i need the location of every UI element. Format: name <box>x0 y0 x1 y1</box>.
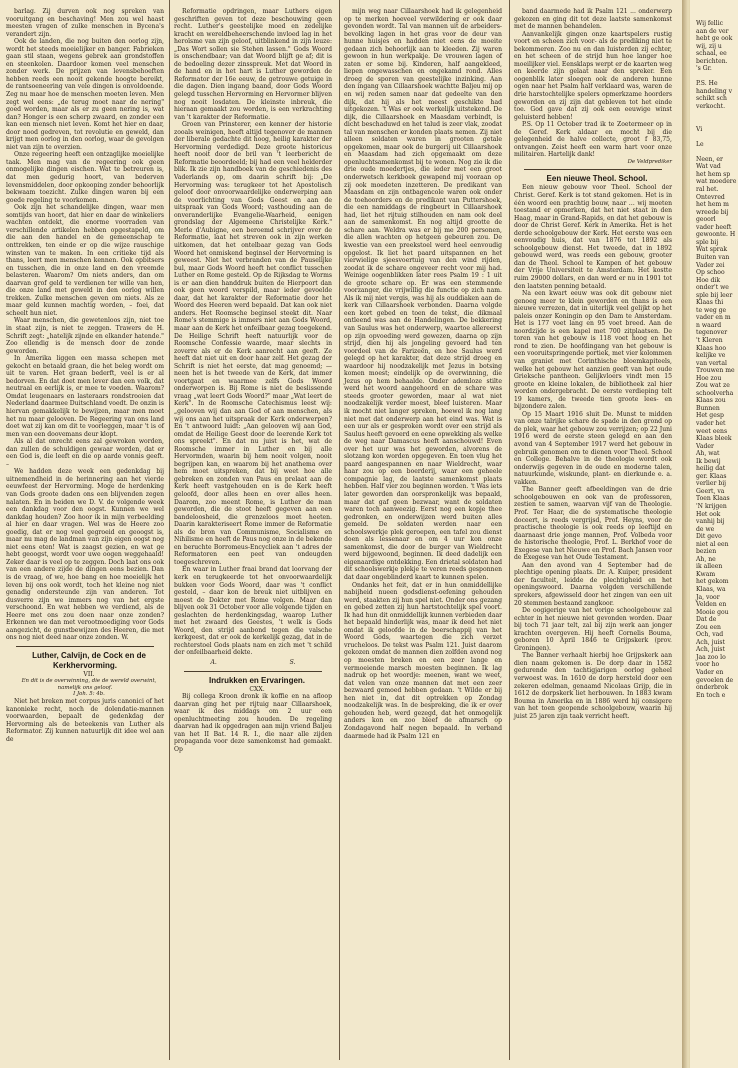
fragment-line: Velden en <box>696 601 727 609</box>
fragment-line <box>696 73 738 81</box>
fragment-line: weet eens <box>696 427 728 435</box>
column-3 <box>344 8 502 740</box>
paragraph: Aanvankelijk gingen onze kaartspelers rustig voort en scheen zich voor- als de prediking niet te bekommeren. Zoo nu en dan luisterden zij echter, en het scheen of de strijd hun hoe langer hoe moeilijker viel. Eensklaps werpt er de kaarten weg en keerde zijn gelaat naar den spreker. Een oogenblik later sloegen ook de anderen hunne ogen naar het Psalm half verklaard was, waren de drie harstochtelijke spelers opmerkzame hoorders geworden en zij zijn dat gebleven tot het einde toe. God gave dat zij ook een eeuwige winst geluisterd hebben! <box>514 30 672 121</box>
paragraph: Onze regeering heeft een ontzaglijke moeielijke taak. Men mag van de regeering ook geen onmogelijke dingen eischen. Wat te betreuren is, dat men gedurig hoort, van bederven levensmiddelen, door opkooping zonder behoorlijk bekwaam toezicht. Zulke dingen waren bij een goede regeling te voorkomen. <box>6 151 164 204</box>
fragment-line: sple bij leer <box>696 291 733 299</box>
fragment-line: het gekom <box>696 578 729 586</box>
fragment-line: Vader <box>696 442 714 450</box>
paragraph: Bij collega Kroon dronk ik koffie en na afloop daarvan ging het per rijtuig naar Cillaarshoek, waar ik des middags om 2 uur een openluchtmeeting zou houden. De regeling daarvan had ik opgedragen aan mijn vriend Baljeu van het II Bat. 14 R. I., die naar alle zijden propaganda voor deze samenkomst had gemaakt. Op <box>174 693 332 753</box>
column-divider <box>339 0 340 1060</box>
paragraph: band daarmede had ik Psalm 121 ... onderwerp gekozen en ging dit tot deze laatste samenkomst met de mannen behandelen. <box>514 8 672 31</box>
divider <box>184 671 322 672</box>
column-2 <box>174 8 332 754</box>
fragment-line: Wat sprak <box>696 246 728 254</box>
paragraph: mijn weg naar Cillaarshoek had ik gelegenheid op te merken hoeveel verwildering er ook daar gevonden wordt. Tal van mannen uit de arbeiders-bevolking lagen in het gras voor de deur van hunne huisjes en hadden niet eens de moeite gedaan zich behoorlijk aan te kleeden. Zij waren gewoon in hun werkpakje. De vrouwen lagen of zaten er some bij. Kinderen, half aangekleed, liepen ongewasschen en ongekamd rond. Alles droeg de sporen van geestelijke inzinking. Aan den ingang van Cillaarshoek wachtte Baljeu mij op en wij reden samen naar dat gedeelte van den dijk, dat hij als het meest geschikte had uitgekozen. 't Was er ook werkelijk uitstekend. De dijk, die Cillaarshoek en Maasdam verbindt, is dicht beschaduwd en het talud is zeer vlak, zoodat tal van menschen er konden plaats nemen. Zij niet alleen soldaten waren in grooten getale opgekomen, maar ook de burgerij uit Cillaarshoek en Maasdam had zich opgemaakt om deze openluchtsamenkomst bij te wonen. Nog zie ik die drie oude moedertjes, die ieder met een groot onderwetsch kerkboek gewapend mij vooraan op zij ook moedeten inzetteren. De predikant van Maasdam en zijn ontbagencole waren ook onder de toehoorders en de predikant van Puttershoek, die een namiddags de ringbeurt in Cillaarshoek had, liet het rijtuig stilhouden en nam ook deel aan de samenkomst. En nog altijd grootte de schare aan. Weldra was er bij me 200 personen, die allen wachten op hetgeen gebeuren zou. De kwestie van een preekstoel werd heel eenvoudig opgelost. Ik liet het paard uitspannen en het vierwielige sjeesvoertuig van den wind rijden, zoodat ik de schare ongeveer recht voor mij had. Weinige oogenblikken later rees Psalm 19 : 1 uit de groote schare op. Er was een stemmende voorzanger, die vrijwillig die functie op zich nam. Als ik mij niet vergis, was hij als ouddiaken aan de kerk van Cillaarshoek verbonden. Daarna volgde een kort gebed en toen de tekst, die dikmaal ontleend was aan de Handelingen. De bekkering van Saulus was het onderwerp, waartoe allereerst op zijn opvoeding werd gewezen, daarna op zijn strijd, dien hij als jongeling gevoerd had ten voordeel van de Farizeën, en hoe Saulus werd gelegd op het karakter, dat deze strijd droeg en waardoor hij noodzakelijk met Jezus in botsing komen moest; eindelijk op de overwinning, die Jezus op hem behaalde. Onder ademloze stilte werd het woord aangehoord en de schare was steeds grooter geworden, maar al wat niet noodzakelijk verder moest, bleef luisteren. Maar ik mocht niet langer spreken, hoewel ik nog lang niet met dat onderwerp aan het eind was. Wat is een uur als er gesproken wordt over een strijd als Saulus heeft gevoerd en eene opwekking als welke de weg naar Damascus heeft aanschouwd! Even over het uur was het geworden, alvorens de slotzang kon worden opgegeven. En toen vlug het paard aangespannen en naar Wieldrecht, waar haar zou op een boerderij, waar een geheele compagnie lag, de laatste samenkomst plaats hebben. Half vier zou beginnen worden. 't Was iets later geworden dan oorspronkelijk was bepaald, maar dat gaf geen bezwaar, want de soldaten waren toch aanweezig. Eerst nog een kopje thee gedronken, en onderwijzen werd buiten alles gemeld. De soldaten werden naar een schoolswerkje plek geroepen, een tafel zou dienst doen als lessenaar en om 4 uur kon onze samenkomst, die door de burger van Wieldrecht werd bijgewoond, beginnen. Ik deed dadelijk een eigenaardige ontdekking. Een drietal soldaten had dit schoolswerkje plekje te veren reeds gesponnen dat daar ongeblinderd kaart te kunnen spelen. <box>344 8 502 582</box>
fragment-line: gewoonte. H <box>696 231 736 239</box>
fragment-line: kelijke ve <box>696 352 726 360</box>
paragraph: Niet het breken met corpus juris canonici of het kanonieke recht, noch de dolendatie-mannen voorwaarden, bepaalt de gedenkdag der Hervorming als de beteekenis van Luther als Reformator. Zij kunnen natuurlijk dit idee wel aan de <box>6 697 164 743</box>
fragment-line: sple bij <box>696 238 719 246</box>
fragment-line: bezien <box>696 548 717 556</box>
epigraph-reference: I Joh. 5: 4b. <box>73 691 105 698</box>
fragment-line: Buiten van <box>696 253 730 261</box>
fragment-line: Toen Klaas <box>696 495 730 503</box>
fragment-line: hebt ge ook <box>696 35 733 43</box>
fragment-line: wat moedere <box>696 178 737 186</box>
column-divider <box>509 0 510 1060</box>
fragment-line: schaal, ee <box>696 50 727 58</box>
fragment-line: Op schoo <box>696 269 725 277</box>
fragment-line: vader en m <box>696 314 731 322</box>
fragment-line: Ik bewij <box>696 457 721 465</box>
fragment-line: ral het. <box>696 186 719 194</box>
fragment-line: Kwam <box>696 570 716 578</box>
column-1 <box>6 8 164 743</box>
paragraph: Ook de landen, die nog buiten den oorlog zijn, wordt het steeds moeielijker en banger. Fabrieken gaan stil staan, wegens gebrek aan grondstoffen en steenkolen. Daardoor komen veel menschen zonder werk. De prijzen van levensbehoeften hebben reeds een nooit gekende hoogte bereikt, de rantsoeneering van vele dingen is onvoldoende. Zeg nu maar hoe de menschen moeten leven. Men zegt wel eens: „de terug moet naar de nering" goed worden, maar als er zu geen nering is, wat dan? Honger is een scherp zwaard, en zonder een kan een mensch niet leven. Komt het hier en daar, door nood gedreven, tot revolutie en geweld, dan krijgt men oorlog in den oorlog, waar de gevolgen niet van zijn te overzien. <box>6 38 164 151</box>
article-title: Luther, Calvijn, de Cock en de Kerkhervorming. <box>32 650 146 670</box>
fragment-line <box>696 148 738 156</box>
paragraph: Reformatie opdringen, maar Luthers eigen geschriften geven tot deze beschouwing geen recht. Luther's geestelijke moed en zedelijke kracht en wereldbeheerschende invloed lag in het heroïsme van zijn geloof, uitblinkend in zijn leuze: „Das Wort sollen sie Stehen lassen." Gods Woord is onschendbaar; van dat Woord blijft ge af; dit is de bedoeling dezer zinsspreuk. Met dat Woord in de hand en in het hart is Luther geworden de Reformator der 16e eeuw, de getrouwe getuige in die dagen. Dien ingang baand, door Gods Woord gelegd tusschen Hervorming en Hervormer blijven nog nooit losdaten. De kleinste inbreuk, die hieraan gemaakt zou worden, is een verkrachting van 't karakter der Reformatie. <box>174 8 332 121</box>
fragment-line: Het gesp <box>696 412 724 420</box>
fragment-line: Bunnen <box>696 404 720 412</box>
article-title: Indrukken en Ervaringen. <box>208 675 306 685</box>
fragment-line: Ach, juist <box>696 638 725 646</box>
divider <box>524 169 662 170</box>
fragment-line <box>696 133 738 141</box>
next-page-fragment <box>690 0 738 1068</box>
fragment-line: Het ook <box>696 510 721 518</box>
fragment-line: voor ho <box>696 661 720 669</box>
fragment-line: het hem sp <box>696 170 731 178</box>
paragraph: The Banner verhaalt hierbij hoe Grijpskerk aan dien naam gekomen is. De dorp daar in 1582 gedurende den tachtigjarigen oorlog geheel verwoest was. In 1610 de dorp hersteld door een zekeren edelman, genaamd Nicolaas Grijp, die in 1612 de dorpskerk liet herbouwen. In 1883 kwam Bouma in Amerika en in 1886 werd hij consigere van het toen geopende schoolgebouw, waarin hij juist 25 jaren zijn taak verricht heeft. <box>514 652 672 720</box>
fragment-line: ik alleen <box>696 563 723 571</box>
fragment-line: 't Kleren <box>696 336 723 344</box>
paragraph: Waar menschen, die gewetenloos zijn, niet toe in staat zijn, is niet te zeggen. Trawers de H. Schrift zegt: „hatelijk zijnde en elkander hatende." Zoo ellendig is de mensch door de zonde geworden. <box>6 317 164 355</box>
fragment-line: ger. Klaas <box>696 472 727 480</box>
fragment-line <box>696 118 738 126</box>
fragment-line: Vader en <box>696 669 724 677</box>
fragment-line: vader heeft <box>696 223 732 231</box>
fragment-line: n waard <box>696 321 722 329</box>
fragment-line: onder't we <box>696 284 729 292</box>
fragment-line: Klaas, wa <box>696 586 726 594</box>
fragment-line: tegenover <box>696 329 728 337</box>
fragment-line: heilig dat <box>696 465 726 473</box>
fragment-line: geoorl <box>696 216 716 224</box>
signature: De Veldprediker <box>627 158 672 165</box>
fragment-line: Ah, wat <box>696 450 720 458</box>
paragraph: Aan den avond van 4 September had de plechtige opening plaats. Dr. A. Kuiper, president der faculteit, leidde de plechtigheid en het openingswoord. Daarna volgden verschillende sprekers, afgewisseld door het zingen van een uit 20 stemmen bestaand zangkoor. <box>514 561 672 607</box>
article-number: CXX. <box>249 685 265 693</box>
fragment-line: Ach, juist <box>696 646 725 654</box>
column-divider <box>169 0 170 1060</box>
next-page-column-fragment <box>696 20 738 699</box>
fragment-line: Trouwen me <box>696 367 735 375</box>
fragment-line: Jaa zoo lo <box>696 653 726 661</box>
fragment-line: van vertal <box>696 359 727 367</box>
fragment-line: Klaas bleek <box>696 435 732 443</box>
paragraph: Een nieuw gebouw voor Theol. School der Christ. Geref. Kerk is tot stand gekomen. Het is in één woord een prachtig bouw, naar … wij moeten toestand er opmerken, dat het niet staat in den Haag, maar in Grand-Rapids, en dat het gebouw is door de Christ Geref. Kerk in Amerika. Het is het derde schoolgebouw der Kerk. Het eerste was een eenvoudig huis, dat van 1876 tot 1892 als schoolgebouw dienst. Het tweede, dat in 1892 gebouwd werd, was reeds een gebouw, grooter dan de Theol. School te Kampen of het gebouw der Vrije Universiteit te Amsterdam. Het kostte ruim 29000 dollars, en dan werd er nu in 1901 tot den laatsten penning betaald. <box>514 184 672 290</box>
signature <box>174 659 332 667</box>
fragment-line: Klaas thi <box>696 299 724 307</box>
fragment-line: Mooie gou <box>696 608 729 616</box>
fragment-line: Ja, voor <box>696 593 720 601</box>
fragment-line: Vader zei <box>696 261 725 269</box>
fragment-line: Dat de <box>696 616 717 624</box>
fragment-line: 'N krijgen <box>696 503 727 510</box>
signature-right: S. <box>289 659 296 667</box>
paragraph: En waar in Luther fraai brand dat loorvang der kerk en terugkeerde tot het onvoorwaardelijk bukken voor Gods Woord, daar was 't conflict gesteld, – daar kon de breuk niet uitblijven en moest de Dokter met Rome volgen. Maar dan blijven ook 31 October voor alle volgende tijden en geslachten de herdenkingsdag, waarop Luther met het zwaard des Geestes, 't welk is Gods Woord, den strijd aanbond tegen die valsche kerkgeest, dat er ook de kerkelijk gezag, dat in de rechterstoel Gods plaats nam en zich met 't schild der onfeilbaarheid dekte. <box>174 566 332 657</box>
article-title: Een nieuwe Theol. School. <box>546 174 648 184</box>
divider <box>16 646 154 647</box>
fragment-line: Klaas zou <box>696 397 726 405</box>
fragment-line: niet al een <box>696 540 729 548</box>
paragraph: barlag. Zij durven ook nog spreken van vooruitgang en beschaving! Men zou wel haast meesten vragen of zulke menschen in Bycena's verandert zijn. <box>6 8 164 38</box>
fragment-line: de we <box>696 525 715 533</box>
paragraph: Ondanks het feit, dat er in hun onmiddellijke nabijheid nueen godsdienst-oefening gehouden werd, staakten zij hun spel niet. Onder ons gezang en gebed zetten zij hun hartstochtelijk spel voort. Ik had hun dit onmiddellijk kunnen verbieden daar het bepaald hinderlijk was, maar ik deed het niet omdat ik geloofde in de boerschappij van het Woord Gods, waartegen die zich verzet vrucheloos. De tekst was Psalm 121. Juist daarom gekozen omdat de mannen dien zolfden avond nog op moesten breken en een zeer lange en vermoeiende marsch moesten beginnen. Ik lag nadruk op het woordje: meenen, want we weet, dat velen van onze mannen dat met een zeer bezwaard gemoed hebben gedaan. 't Wilde er bij hen niet in, dat dit optrekken op Zondag noodzakelijk was. In de bespreking, die ik er over gehouden heb, werd gezegd, dat het onmogelijk anders kon en zoo bleef de afmarsch op Zondagavond half negen bepaald. In verband daarmede had ik Psalm 121 en <box>344 581 502 740</box>
fragment-line: Zou wat ze <box>696 382 730 390</box>
paragraph: De oogigerige van het vorige schoolgebouw zal echter in het nieuwe niet gevonden worden. Daar bij toch 71 jaar telt, zal bij zijn werk aan jonger krachten overgeven. Hij heeft Cornelis Bouma, geboren 10 April 1846 te Grijpskerk (prov. Groningen). <box>514 607 672 652</box>
paragraph: P.S. Op 11 October trad ik te Zoetermeer op in de Geref. Kerk aldaar en mocht bij die gelegenheid de halve collecte, groot f 83,75, ontvangen. Zeist heeft een warm hart voor onze militairen. Hartelijk dank! <box>514 121 672 159</box>
fragment-line: wreede bij <box>696 208 729 216</box>
fragment-line: 's Gr. <box>696 65 712 73</box>
fragment-line: Wat vad <box>696 163 721 171</box>
column-4 <box>514 8 672 720</box>
fragment-line: schoolverha <box>696 389 734 397</box>
epigraph: En dit is de overwinning, die de wereld overwint, namelijk ons geloof. <box>21 678 157 691</box>
fragment-line: Klaas hoo <box>696 344 727 352</box>
fragment-line <box>696 111 738 119</box>
fragment-line: wij, zij u <box>696 42 722 50</box>
fragment-line: Wij fellic <box>696 20 724 27</box>
fragment-line: Neen, er <box>696 155 723 163</box>
fragment-line: schikt sch <box>696 95 727 103</box>
fragment-line: Ontevred <box>696 193 725 201</box>
fragment-line: Zou een <box>696 623 721 631</box>
fragment-line: het hem m <box>696 201 729 209</box>
paragraph: Als al dat onrecht eens zal gewroken worden, dan zullen de schuldigen gewaar worden, dat er een God is, die leeft en die op aarde vonnis geeft. – <box>6 438 164 468</box>
fragment-line: aan de ver <box>696 27 729 35</box>
fragment-line: Le <box>696 140 704 148</box>
paragraph: The Banner geeft afbeeldingen van de drie schoolgebouwen en ook van de professoren, zestien te samen, waarvan vijf van de Theologie. Prof. Ter Haar, die de systematische theologie doceert, is reeds vergrijsd, Prof. Heyns, voor de practische theologie is ook reeds op leeftijd en daarnaast drie jonge mannen, Prof. Volbeda voor de historische theologie, Prof. L. Berkhof voor de Exegese van het Nieuwe en Prof. Bach Jansen voor de Exegese van het Oude Testament. <box>514 486 672 562</box>
fragment-line: gevoelen de <box>696 676 734 684</box>
fragment-line: vanhij bij <box>696 518 725 526</box>
fragment-line: vader het <box>696 419 726 427</box>
signature-left: A. <box>210 659 217 667</box>
paragraph: Op 15 Maart 1916 sluit De. Munst te midden van onze talrijke schare de spade in den grond op de plek, waar het gebouw zou verrijzen; op 22 Juni 1916 werd de eerste steen gelegd en aan den avond van 4 September 1917 werd het gebouw in gebruik genomen om te dienen voor Theol. School en College. Behalve in de theologie wordt ook onderwijs gegeven in de oude en moderne talen, natuurkunde, wiskunde, plant- en dierkunde e. a. vakken. <box>514 410 672 486</box>
paragraph: In Amerika liggen een massa schepen met gekocht en betaald graan, die het beleg wordt om uit te varen. Het graan bederft, veel is er al bedorven. En dat doet men lever dan een volk, dat neutraal en eerlijk is, er mee te voeden. Waarom? Omdat leugenaars en lasteraars rondstrooien dat Nederland daarmee Duitschland voedt. De onzin is hiervan gemakkelijk te bewijzen, maar men moet het nu maar gelooven. De Regeering van ons land doet wat zij kan om dit te voorleggen, maar 't is of men van een doovemans deur klopt. <box>6 355 164 438</box>
fragment-line: te weg ge <box>696 306 727 314</box>
fragment-line: Geert, va <box>696 487 725 495</box>
paragraph: Groen van Prinsterer, een kenner der historie zooals weinigen, heeft altijd tegenover de mannen der liberale gedachte dit hoog, heilig karakter der Hervorming verdedigd. Deze groote historicus heeft nooit door de bril van 't leerbericht de Reformatie beoordeeld; bij had een veel helderder blik. Ik zie zijn handboek van de geschiedenis des Vaderlands op, om daarin schrift bij: „De Hervorming was: terugkeer tot het Apostolisch geloof door onvoorwaardelijke onderwerping aan de voorlichting van Gods Geest en aan de uitspraak van Gods Woord; vasthouding aan de onveranderlijke Evangelie-Waarheid, eenigen grondslag der Algemeene Christelijke Kerk." Merle d'Aubigne, een beroemd schrijver over de Reformatie, laat het streven ook in zijn werken uitkomen, dat het ontelbaar gezag van Gods Woord het onmiskend beginsel der Hervorming is geweest. Niet het verbranden van de Pauselijke bul, maar Gods Woord heeft het conflict tusschen Luther en Rome gesteld. Op de Rijksdag te Worms is er aan dien handdruk buiten de Hierpoort dan ook geen woord verspild, maar ieder gevoelde daar, dat het karakter der Reformatie door het Woord des Heeren werd bepaald. Dat kan ook niet anders. Het Roomsche beginsel steekt dit. Naar Rome's stemmige is immers niet aan Gods Woord, maar aan de Kerk het onfeilbaar gezag toegekend. De Heilige Schrift heeft natuurlijk voor de Roomsche Confessie waarde, maar slechts in zoverre als er de Kerk aanrecht aan geeft. Ze heeft dat niet uit en door haar zelf. Het gezag der Schrift is niet het eerste, dat mag genoemd; — neen het is het tweede van de Kerk, dat immer voortgaat en waarmee zelfs Gods Woord onderworpen is. Bij Rome is niet de beslissende vraag „wat leert Gods Woord?" maar „Wat leert de Kerk". In de Roomsche Catechismus leest wij: „gelooven wij dan aan God of aan menschen, als wij ons aan het uitspraak der Kerk onderwerpen? En 't antwoord luidt: „Aan gelooven wij aan God, omdat de Heilige Geest door de leerende Kerk tot ons spreekt". En dat nu juist is het, wat de Roomsche immer in Luther en bij alle Hervormden, waarin bij hem nooit volgen, nooit begrijpen kan, en waarom bij het anathema over hem moet uitspreken, dat bij weet hoe alle gebreken en zonden van Paus en prelaat aan de Kerk heeft vastgehouden en is de Kerk heeft geloofd, door alles heen en over alles heen. Daarom, zoo meent Rome, is Luther de man geworden, die de stoot heeft gegeven aan een bandeloosheid, die grenzeloos moet heeten. Daarin karakteriseert Rome immer de Reformatie als de bron van Communisme, Socialisme en Nihilisme en heeft de Paus nog onze in de bekende en beruchte Borromeus-Encycliek aan 't adres der Reformatoren een peet van ondeugden toegeschreven. <box>174 121 332 566</box>
paragraph: We hadden deze week een gedenkdag bij uitnemendheid in de herinnering aan het vierde eeuwfeest der Hervorming. Moge de herdenking van Gods groote daden ons een blijvenden zegen nalaten. En in beiden we D. V. de volgende week een dankdag voor den oogst. Kunnen we wel dankdag houden? Zoo hoor ik in mijn verbeelding al hier en daar vragen. Wel was de Heere zoo goedig, dat er nog veel gegroeid en geoogst is, maar nu mag de landman van zijn eigen oogst nog niet eens eten! Wat is zaagst gezien, en wat ge hebt geoogst, wordt voor uwe oogen weggehaald! Zeker daar is veel op te zeggen. Doch laat ons ook van een andere zijde de dingen eens bezien. Dan is de vraag, of we, hoe bang en hoe moeielijk het leven bij ons ook wordt, toch het kleine nog niet genadig ondersteunde zijn van anderen. Tot dusverre zijn we immers nog van het ergste verschoond. En wat hebben we verdiend, als de Heere met ons zou doen naar onze zonden? Erkennen we dan met verootmoediging voor Gods aangezicht, de gunstbewijzen des Heeren, die met ons nog niet deed naar onze zonden. W. <box>6 468 164 642</box>
fragment-line: verkocht. <box>696 103 726 111</box>
fragment-line: onderbrok <box>696 684 729 692</box>
article-number: VII. <box>83 670 95 678</box>
fragment-line: Vi <box>696 125 703 133</box>
fragment-line: Hoe dik <box>696 276 721 284</box>
fragment-line: berichten. <box>696 57 728 65</box>
fragment-line: Ah, ne <box>696 555 716 563</box>
fragment-line: Dit gevo <box>696 533 722 541</box>
fragment-line: Och, vad <box>696 631 724 639</box>
fragment-line: En toch e <box>696 691 726 699</box>
fragment-line: verlier bij <box>696 480 727 488</box>
paragraph: Na een kwart eeuw was ook dit gebouw niet genoeg meer te klein geworden en thans is een nieuwe verrezen, dat in uiterlijk veel gelijkt op het paleis onzer Koningin op den Dam te Amsterdam. Het is 177 voet lang en 95 voet breed. Aan de noordzijde is een kapel met 700 zitplaatsen. De toren van het gebouw is 118 voet hoog en het rond te zien. De hoofdingang van het gebouw is een vooruitspringende portiek, met vier kolommen van graniet met Corinthische bloemkapiteels, welke het gebouw het aanzien geeft van het oude Grieksche pantheon. Gelijkvloers vindt men 15 groote en kleine lokalen, de bibliotheek zal hier worden ondergebracht. De eerste verdieping telt 19 kamers, de tweede tien groote lees- en bijzondere zalen. <box>514 290 672 411</box>
fragment-line: Hoe zou <box>696 374 722 382</box>
fragment-line: P.S. He <box>696 80 718 88</box>
fragment-line: handeling v <box>696 87 733 95</box>
paragraph: Ook zijn het schandelijke dingen, waar men somtijds van hoort, dat hier en daar de winkeliers wachten ontdekt, die enorme voorraden van verschillende artikelen hebben opgestapeld, om die aan den handel en de gemeenschap te onttrekken, ten einde er op die wijze rauschige winsten van te maken. In een critieke tijd als thans, leert men menschen kennen. Ook opbitsers en tusschen, die in onze land en den vreemde belasteren. Waarom? Om niets anders, dan om daarvan grof geld te verdienen ter wille van hen, die onze land met geweld in den oorlog willen trekken. Zulke menschen geven om niets. Als ze maar geld kunnen machtig worden, – foei, dat scheelt hun niet. <box>6 204 164 317</box>
